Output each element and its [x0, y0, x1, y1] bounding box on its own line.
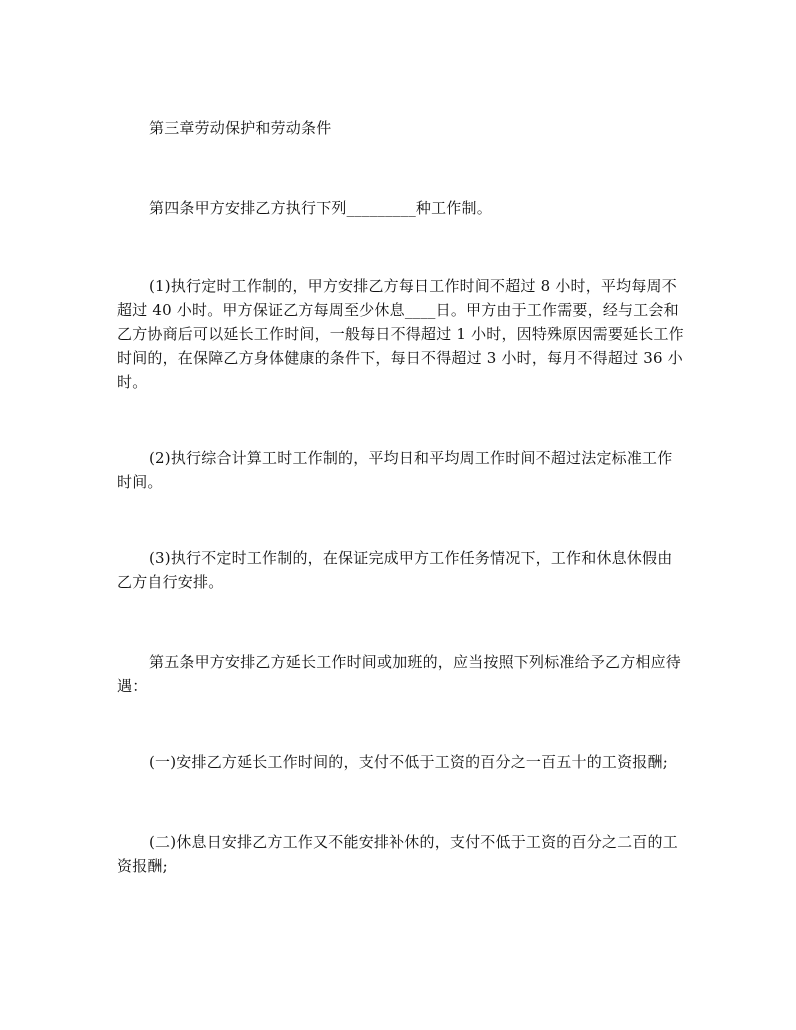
overtime-clause-2: (二)休息日安排乙方工作又不能安排补休的，支付不低于工资的百分之二百的工资报酬; [117, 833, 678, 875]
chapter-title: 第三章劳动保护和劳动条件 [149, 119, 332, 137]
article-4-paragraph: 第四条甲方安排乙方执行下列_________种工作制。 [149, 199, 492, 217]
article-5-paragraph: 第五条甲方安排乙方延长工作时间或加班的，应当按照下列标准给予乙方相应待遇： [117, 653, 682, 695]
work-system-item-2: (2)执行综合计算工时工作制的，平均日和平均周工作时间不超过法定标准工作时间。 [117, 449, 673, 491]
overtime-clause-1: (一)安排乙方延长工作时间的，支付不低于工资的百分之一百五十的工资报酬; [149, 753, 668, 771]
work-system-item-1: (1)执行定时工作制的，甲方安排乙方每日工作时间不超过 8 小时，平均每周不超过 40 小时。甲方保证乙方每周至少休息____日。甲方由于工作需要，经与工会和乙方协商后可以延长工作时间，一般每日不得超过 1 小时，因特殊原因需要延长工作时间的，在保障乙方身体健康的条件下，每日不得超过 3 小时，每月不得超过 36 小时。 [117, 277, 684, 391]
work-system-item-3: (3)执行不定时工作制的，在保证完成甲方工作任务情况下，工作和休息休假由乙方自行安排。 [117, 549, 673, 591]
